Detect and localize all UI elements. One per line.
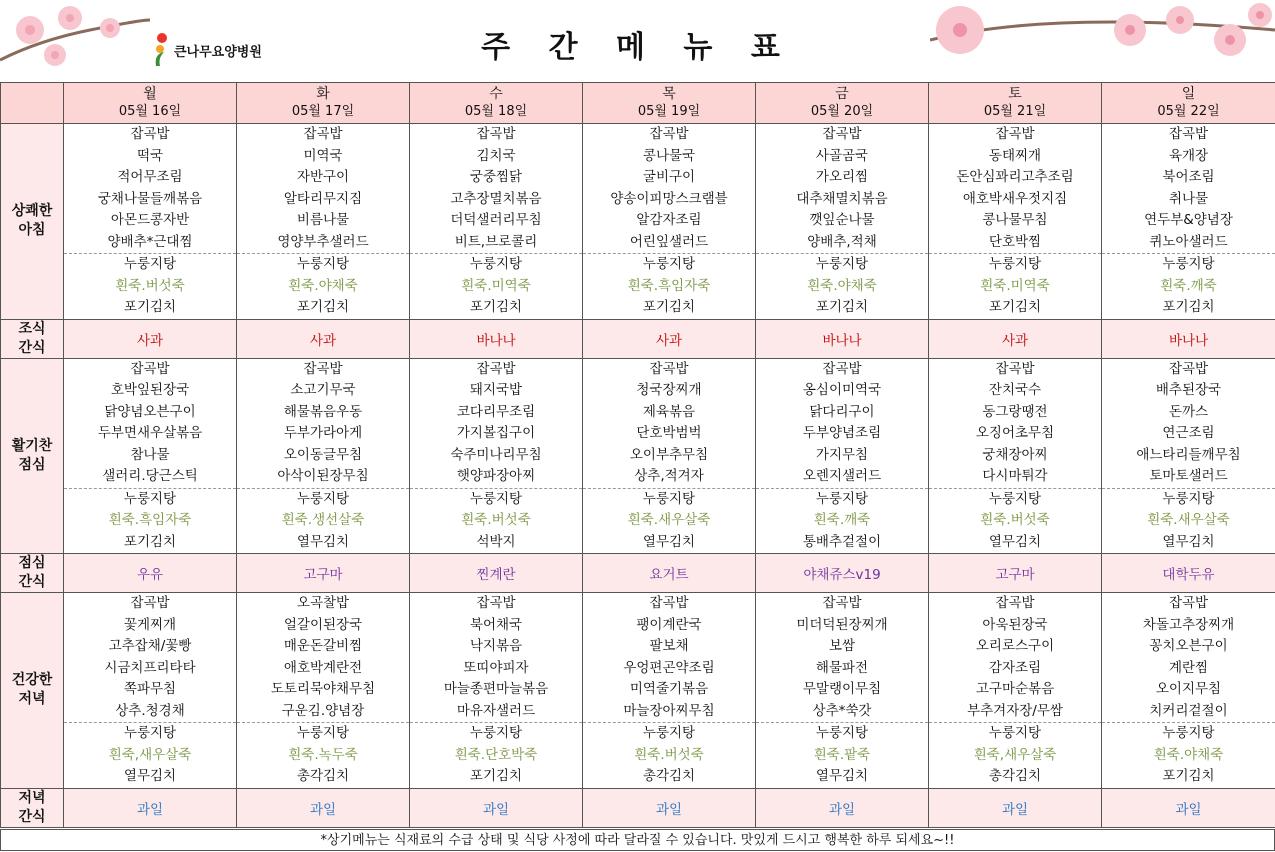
menu-item: 두부양념조림 [756, 423, 928, 445]
porridge-item: 흰죽.미역죽 [929, 276, 1101, 298]
porridge-item: 흰죽.녹두죽 [237, 745, 409, 767]
porridge-item: 흰죽.새우살죽 [1102, 510, 1275, 532]
menu-item: 통배추겉절이 [756, 532, 928, 554]
menu-item: 누룽지탕 [64, 488, 236, 511]
day-date: 05월 20일 [756, 103, 928, 121]
snack-cell: 고구마 [929, 554, 1102, 593]
snack-cell: 사과 [929, 319, 1102, 358]
dinner-cell [1102, 593, 1275, 789]
menu-item: 오이동글무침 [237, 445, 409, 467]
snack-cell: 과일 [64, 788, 237, 827]
breakfast-cell [929, 124, 1102, 320]
menu-item: 자반구이 [237, 167, 409, 189]
row-label-line: 간식 [1, 339, 63, 358]
menu-item: 팽이계란국 [583, 615, 755, 637]
page-title: 주 간 메 뉴 표 [0, 22, 1275, 66]
row-label-breakfast [1, 124, 64, 320]
menu-item: 차돌고추장찌개 [1102, 615, 1275, 637]
dinner-cell [756, 593, 929, 789]
menu-item: 잡곡밥 [1102, 593, 1275, 615]
menu-item: 적어무조림 [64, 167, 236, 189]
menu-item: 단호박범벅 [583, 423, 755, 445]
lunch-cell [410, 358, 583, 554]
row-label-line: 아침 [1, 221, 63, 240]
menu-item: 콩나물무침 [929, 210, 1101, 232]
menu-item: 누룽지탕 [756, 253, 928, 276]
dinner-row [1, 593, 1275, 789]
lunch-cell [583, 358, 756, 554]
menu-item: 코다리무조림 [410, 402, 582, 424]
menu-item: 포기김치 [410, 766, 582, 788]
snack-cell: 우유 [64, 554, 237, 593]
lunch-cell [1102, 358, 1275, 554]
menu-item: 포기김치 [756, 297, 928, 319]
menu-item: 사골곰국 [756, 146, 928, 168]
menu-item: 청국장찌개 [583, 380, 755, 402]
menu-item: 비름나물 [237, 210, 409, 232]
snack-cell: 과일 [583, 788, 756, 827]
breakfast-cell [1102, 124, 1275, 320]
day-name: 토 [929, 85, 1101, 103]
menu-item: 동태찌개 [929, 146, 1101, 168]
row-label-line: 조식 [1, 320, 63, 339]
snack-cell: 과일 [237, 788, 410, 827]
menu-item: 누룽지탕 [583, 253, 755, 276]
menu-item: 누룽지탕 [1102, 488, 1275, 511]
lunch-cell [64, 358, 237, 554]
day-header-cell [237, 83, 410, 124]
dinner_snack-row [1, 788, 1275, 827]
day-name: 일 [1102, 85, 1275, 103]
menu-item: 쪽파무침 [64, 679, 236, 701]
menu-item: 마늘종편마늘볶음 [410, 679, 582, 701]
menu-item: 무말랭이무침 [756, 679, 928, 701]
morning_snack-row [1, 319, 1275, 358]
dinner-cell [583, 593, 756, 789]
menu-item: 잡곡밥 [1102, 359, 1275, 381]
menu-item: 취나물 [1102, 189, 1275, 211]
porridge-item: 흰죽.미역죽 [410, 276, 582, 298]
menu-item: 누룽지탕 [1102, 722, 1275, 745]
menu-item: 포기김치 [583, 297, 755, 319]
menu-item: 미더덕된장찌개 [756, 615, 928, 637]
menu-item: 누룽지탕 [237, 488, 409, 511]
porridge-item: 흰죽.팥죽 [756, 745, 928, 767]
menu-item: 부추겨자장/무쌈 [929, 701, 1101, 723]
menu-item: 햇양파장아찌 [410, 466, 582, 488]
lunch_snack-row [1, 554, 1275, 593]
menu-item: 잡곡밥 [583, 124, 755, 146]
day-date: 05월 21일 [929, 103, 1101, 121]
menu-item: 돼지국밥 [410, 380, 582, 402]
corner-cell [1, 83, 64, 124]
footer-note: *상기메뉴는 식재료의 수급 상태 및 식당 사정에 따라 달라질 수 있습니다. 맛있게 드시고 행복한 하루 되세요~!! [0, 829, 1275, 851]
menu-item: 꽃게찌개 [64, 615, 236, 637]
menu-item: 누룽지탕 [1102, 253, 1275, 276]
day-name: 월 [64, 85, 236, 103]
row-label-line: 점심 [1, 456, 63, 475]
menu-item: 참나물 [64, 445, 236, 467]
menu-item: 잡곡밥 [583, 359, 755, 381]
menu-item: 고추장멸치볶음 [410, 189, 582, 211]
menu-item: 굴비구이 [583, 167, 755, 189]
menu-item: 오이부추무침 [583, 445, 755, 467]
menu-item: 어린잎샐러드 [583, 232, 755, 254]
menu-item: 북어조림 [1102, 167, 1275, 189]
row-label-line: 활기찬 [1, 437, 63, 456]
menu-item: 연두부&양념장 [1102, 210, 1275, 232]
menu-item: 얼갈이된장국 [237, 615, 409, 637]
snack-cell: 사과 [64, 319, 237, 358]
breakfast-cell [756, 124, 929, 320]
menu-item: 포기김치 [64, 532, 236, 554]
day-name: 금 [756, 85, 928, 103]
porridge-item: 흰죽.버섯죽 [64, 276, 236, 298]
menu-item: 꽁치오븐구이 [1102, 636, 1275, 658]
menu-item: 누룽지탕 [756, 722, 928, 745]
day-header-cell [64, 83, 237, 124]
row-label-line: 간식 [1, 808, 63, 827]
menu-item: 잡곡밥 [756, 359, 928, 381]
menu-item: 오징어초무침 [929, 423, 1101, 445]
snack-cell: 사과 [237, 319, 410, 358]
snack-cell: 고구마 [237, 554, 410, 593]
menu-item: 잡곡밥 [929, 124, 1101, 146]
day-header-cell [1102, 83, 1275, 124]
menu-item: 잔치국수 [929, 380, 1101, 402]
row-label-line: 건강한 [1, 671, 63, 690]
porridge-item: 흰죽.단호박죽 [410, 745, 582, 767]
breakfast-cell [410, 124, 583, 320]
snack-cell: 과일 [1102, 788, 1275, 827]
menu-item: 오리로스구이 [929, 636, 1101, 658]
menu-item: 상추*쑥갓 [756, 701, 928, 723]
row-label-lunch-snack [1, 554, 64, 593]
menu-item: 깻잎순나물 [756, 210, 928, 232]
menu-item: 호박잎된장국 [64, 380, 236, 402]
menu-item: 소고기무국 [237, 380, 409, 402]
menu-item: 계란찜 [1102, 658, 1275, 680]
menu-item: 애호박새우젓지짐 [929, 189, 1101, 211]
menu-item: 알감자조림 [583, 210, 755, 232]
menu-item: 누룽지탕 [929, 488, 1101, 511]
snack-cell: 과일 [410, 788, 583, 827]
menu-item: 알타리무지짐 [237, 189, 409, 211]
menu-item: 열무김치 [756, 766, 928, 788]
menu-item: 총각김치 [929, 766, 1101, 788]
menu-item: 양배추*근대찜 [64, 232, 236, 254]
menu-item: 샐러리.당근스틱 [64, 466, 236, 488]
dinner-cell [237, 593, 410, 789]
row-label-line: 저녁 [1, 789, 63, 808]
menu-item: 고추잡채/꽃빵 [64, 636, 236, 658]
snack-cell: 대학두유 [1102, 554, 1275, 593]
snack-cell: 요거트 [583, 554, 756, 593]
menu-item: 영양부추샐러드 [237, 232, 409, 254]
row-label-dinner [1, 593, 64, 789]
menu-item: 잡곡밥 [410, 124, 582, 146]
porridge-item: 흰죽.버섯죽 [583, 745, 755, 767]
breakfast-row [1, 124, 1275, 320]
day-date: 05월 17일 [237, 103, 409, 121]
menu-item: 우엉편곤약조림 [583, 658, 755, 680]
menu-item: 열무김치 [237, 532, 409, 554]
day-date: 05월 16일 [64, 103, 236, 121]
porridge-item: 흰죽.버섯죽 [929, 510, 1101, 532]
menu-item: 또띠야피자 [410, 658, 582, 680]
menu-item: 떡국 [64, 146, 236, 168]
menu-item: 총각김치 [583, 766, 755, 788]
menu-item: 마늘장아찌무침 [583, 701, 755, 723]
menu-item: 포기김치 [1102, 766, 1275, 788]
row-label-line: 간식 [1, 573, 63, 592]
menu-item: 궁중찜닭 [410, 167, 582, 189]
snack-cell: 바나나 [1102, 319, 1275, 358]
porridge-item: 흰죽.깨죽 [756, 510, 928, 532]
menu-item: 열무김치 [64, 766, 236, 788]
row-label-line: 점심 [1, 554, 63, 573]
porridge-item: 흰죽.흑임자죽 [64, 510, 236, 532]
menu-item: 잡곡밥 [64, 124, 236, 146]
menu-item: 잡곡밥 [410, 359, 582, 381]
menu-item: 단호박찜 [929, 232, 1101, 254]
menu-item: 누룽지탕 [237, 722, 409, 745]
menu-item: 상추,적겨자 [583, 466, 755, 488]
lunch-row [1, 358, 1275, 554]
menu-item: 누룽지탕 [583, 488, 755, 511]
menu-item: 도토리묵야채무침 [237, 679, 409, 701]
menu-item: 누룽지탕 [929, 722, 1101, 745]
menu-item: 콩나물국 [583, 146, 755, 168]
menu-item: 오곡찰밥 [237, 593, 409, 615]
snack-cell: 사과 [583, 319, 756, 358]
menu-item: 배추된장국 [1102, 380, 1275, 402]
menu-item: 누룽지탕 [64, 722, 236, 745]
menu-item: 마유자샐러드 [410, 701, 582, 723]
snack-cell: 찐계란 [410, 554, 583, 593]
menu-item: 미역줄기볶음 [583, 679, 755, 701]
menu-item: 닭다리구이 [756, 402, 928, 424]
menu-item: 잡곡밥 [1102, 124, 1275, 146]
menu-item: 숙주미나리무침 [410, 445, 582, 467]
dinner-cell [929, 593, 1102, 789]
menu-item: 연근조림 [1102, 423, 1275, 445]
row-label-morning-snack [1, 319, 64, 358]
menu-item: 양송이피망스크램블 [583, 189, 755, 211]
menu-item: 누룽지탕 [237, 253, 409, 276]
menu-item: 잡곡밥 [929, 593, 1101, 615]
menu-item: 누룽지탕 [756, 488, 928, 511]
menu-item: 시금치프리타타 [64, 658, 236, 680]
menu-item: 포기김치 [929, 297, 1101, 319]
menu-item: 석박지 [410, 532, 582, 554]
row-label-line: 상쾌한 [1, 202, 63, 221]
menu-item: 해물파전 [756, 658, 928, 680]
menu-item: 고구마순볶음 [929, 679, 1101, 701]
day-date: 05월 18일 [410, 103, 582, 121]
menu-item: 포기김치 [237, 297, 409, 319]
menu-item: 잡곡밥 [410, 593, 582, 615]
menu-item: 애느타리들깨무침 [1102, 445, 1275, 467]
menu-item: 보쌈 [756, 636, 928, 658]
hospital-name: 큰나무요양병원 [174, 41, 262, 60]
menu-item: 포기김치 [410, 297, 582, 319]
lunch-cell [237, 358, 410, 554]
menu-item: 매운돈갈비찜 [237, 636, 409, 658]
menu-item: 잡곡밥 [64, 359, 236, 381]
day-header-row [1, 83, 1275, 124]
menu-item: 잡곡밥 [583, 593, 755, 615]
menu-item: 다시마튀각 [929, 466, 1101, 488]
day-name: 목 [583, 85, 755, 103]
menu-item: 치커리겉절이 [1102, 701, 1275, 723]
breakfast-cell [64, 124, 237, 320]
menu-item: 궁채나물들깨볶음 [64, 189, 236, 211]
menu-item: 애호박계란전 [237, 658, 409, 680]
menu-item: 김치국 [410, 146, 582, 168]
menu-item: 아욱된장국 [929, 615, 1101, 637]
menu-item: 누룽지탕 [410, 253, 582, 276]
breakfast-cell [237, 124, 410, 320]
menu-item: 가오리찜 [756, 167, 928, 189]
dinner-cell [410, 593, 583, 789]
row-label-line: 저녁 [1, 690, 63, 709]
porridge-item: 흰죽.깨죽 [1102, 276, 1275, 298]
menu-item: 오렌지샐러드 [756, 466, 928, 488]
menu-item: 잡곡밥 [929, 359, 1101, 381]
day-header-cell [756, 83, 929, 124]
menu-item: 돈까스 [1102, 402, 1275, 424]
menu-item: 낙지볶음 [410, 636, 582, 658]
porridge-item: 흰죽.새우살죽 [583, 510, 755, 532]
menu-item: 궁채장아찌 [929, 445, 1101, 467]
menu-item: 열무김치 [583, 532, 755, 554]
menu-item: 구운김.양념장 [237, 701, 409, 723]
menu-item: 잡곡밥 [237, 359, 409, 381]
menu-item: 팔보채 [583, 636, 755, 658]
day-header-cell [583, 83, 756, 124]
menu-item: 비트,브로콜리 [410, 232, 582, 254]
day-header-cell [929, 83, 1102, 124]
menu-item: 상추.청경채 [64, 701, 236, 723]
menu-item: 포기김치 [1102, 297, 1275, 319]
menu-item: 두부면새우살볶음 [64, 423, 236, 445]
menu-item: 누룽지탕 [929, 253, 1101, 276]
menu-item: 누룽지탕 [583, 722, 755, 745]
menu-item: 옹심이미역국 [756, 380, 928, 402]
snack-cell: 바나나 [410, 319, 583, 358]
dinner-cell [64, 593, 237, 789]
menu-item: 포기김치 [64, 297, 236, 319]
menu-item: 누룽지탕 [410, 722, 582, 745]
page-header [0, 0, 1275, 82]
menu-item: 대추채멸치볶음 [756, 189, 928, 211]
porridge-item: 흰죽.야채죽 [237, 276, 409, 298]
row-label-lunch [1, 358, 64, 554]
menu-item: 제육볶음 [583, 402, 755, 424]
menu-item: 가지볼집구이 [410, 423, 582, 445]
porridge-item: 흰죽.흑임자죽 [583, 276, 755, 298]
menu-item: 아몬드콩자반 [64, 210, 236, 232]
menu-item: 오이지무침 [1102, 679, 1275, 701]
menu-item: 총각김치 [237, 766, 409, 788]
lunch-cell [756, 358, 929, 554]
menu-item: 양배추,적채 [756, 232, 928, 254]
day-name: 화 [237, 85, 409, 103]
menu-item: 더덕샐러리무침 [410, 210, 582, 232]
porridge-item: 흰죽,새우살죽 [64, 745, 236, 767]
menu-item: 잡곡밥 [64, 593, 236, 615]
weekly-menu-table [0, 82, 1275, 828]
porridge-item: 흰죽.야채죽 [756, 276, 928, 298]
menu-item: 토마토샐러드 [1102, 466, 1275, 488]
menu-item: 열무김치 [1102, 532, 1275, 554]
menu-item: 북어채국 [410, 615, 582, 637]
porridge-item: 흰죽,새우살죽 [929, 745, 1101, 767]
breakfast-cell [583, 124, 756, 320]
menu-item: 누룽지탕 [64, 253, 236, 276]
menu-item: 아삭이된장무침 [237, 466, 409, 488]
menu-item: 닭양념오븐구이 [64, 402, 236, 424]
menu-item: 미역국 [237, 146, 409, 168]
row-label-dinner-snack [1, 788, 64, 827]
snack-cell: 야채쥬스v19 [756, 554, 929, 593]
menu-item: 두부가라아게 [237, 423, 409, 445]
day-date: 05월 22일 [1102, 103, 1275, 121]
porridge-item: 흰죽.야채죽 [1102, 745, 1275, 767]
menu-item: 열무김치 [929, 532, 1101, 554]
lunch-cell [929, 358, 1102, 554]
menu-item: 누룽지탕 [410, 488, 582, 511]
menu-item: 동그랑땡전 [929, 402, 1101, 424]
day-header-cell [410, 83, 583, 124]
menu-item: 돈안심꽈리고추조림 [929, 167, 1101, 189]
menu-item: 잡곡밥 [237, 124, 409, 146]
menu-item: 해물볶음우동 [237, 402, 409, 424]
menu-item: 가지무침 [756, 445, 928, 467]
menu-item: 잡곡밥 [756, 593, 928, 615]
menu-item: 퀴노아샐러드 [1102, 232, 1275, 254]
menu-item: 감자조림 [929, 658, 1101, 680]
snack-cell: 바나나 [756, 319, 929, 358]
day-date: 05월 19일 [583, 103, 755, 121]
menu-item: 잡곡밥 [756, 124, 928, 146]
snack-cell: 과일 [756, 788, 929, 827]
porridge-item: 흰죽.생선살죽 [237, 510, 409, 532]
porridge-item: 흰죽.버섯죽 [410, 510, 582, 532]
day-name: 수 [410, 85, 582, 103]
snack-cell: 과일 [929, 788, 1102, 827]
menu-item: 육개장 [1102, 146, 1275, 168]
